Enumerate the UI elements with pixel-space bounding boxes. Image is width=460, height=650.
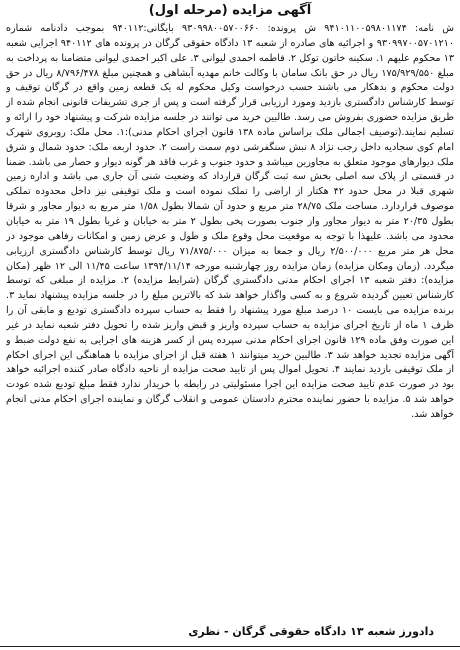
notice-title: آگهی مزایده (مرحله اول) (148, 3, 312, 18)
bottom-divider (0, 646, 460, 647)
notice-signature: دادورز شعبه ۱۳ دادگاه حقوقی گرگان - نظری (188, 625, 434, 638)
notice-body: ش نامه: ۹۴۱۰۱۱۰۰۵۹۸۰۱۱۷۴ ش پرونده: ۹۳۰۹۹۸۰۰۵۷۰۰۶۶۰ بایگانی:۹۴۰۱۱۲ بموجب دادنامه شماره ۹۳۰۹۹۷۰۰۵۷۰۱۲۱۰ و اجرائیه های صادره از شعبه ۱۳ دادگاه حقوقی گرگان در پرونده های ۹۴۰۱۱۲ اجرایی شعبه ۱۳ محکوم علیهم ۱. سکینه خاتون توکل ۲. فاطمه احمدی لیوانی ۳. علی اکبر احمدی لیوانی متضامنا به پرداخت به مبلغ ۱۷۵/۹۲۹/۵۵۰ ریال در حق بانک سامان با وکالت خانم مهدیه آبشاهی و همچنین مبلغ ۸/۷۹۶/۴۷۸ ریال در حق دولت محکوم و بدهکار می باشند حسب درخواست وکیل محکوم له یک قطعه زمین واقع در گرگان توقیف و توسط کارشناس دادگستری بازدید ومورد ارزیابی قرار گرفته است و پس از جری تشریفات قانونی انجام شده از طریق مزایده حضوری بفروش می رسد. طالبین خرید می توانند در جلسه مزایده شرکت و پیشنهاد خود را ارائه و تسلیم نمایند.(توصیف اجمالی ملک براساس ماده ۱۳۸ قانون اجرای احکام مدنی):۱. محل ملک: روبروی شهرک امام کوی سجادیه داخل رجب نژاد ۸ نبش سنگفرشی دوم سمت راست ۲. حدود اربعه ملک: حدود شمال و شرق ملک دیوارهای موجود متعلق به مجاورین میباشد و حدود جنوب و غرب فاقد هر گونه دیوار و حصار می باشد. ضمنا در قسمتی از پلاک سه اصلی بخش سه ثبت گرگان قرارداد که وضعیت شنی آن جاری می باشد و اداره زمین شهری قبلا در محل حدود ۴۲ هکتار از اراضی را تملک نموده است و ملک توقیفی نیز داخل محدوده تملکی موصوف قراردارد. مساحت ملک ۲۸/۷۵ متر مربع و حدود آن شمالا بطول ۱/۵۸ متر مربع به دیوار مجاور و شرقا بطول ۲۰/۳۵ متر به دیوار مجاور واز جنوب بصورت پخی بطول ۲ متر به خیابان و غربا بطول ۱۹ متر به خیابان محدود می باشد. علیهذا با توجه به موقعیت محل وقوع ملک و طول و عرض زمین و امکانات رفاهی موجود در محل هر متر مربع ۲/۵۰۰/۰۰۰ ریال و جمعا به میزان ۷۱/۸۷۵/۰۰۰ ریال توسط کارشناس دادگستری ارزیابی میگردد. (زمان ومکان مزایده) زمان مزایده روز چهارشنبه مورخه ۱۳۹۴/۱۱/۱۴ ساعت ۱۱/۴۵ الی ۱۲ ظهر (مکان مزایده): دفتر شعبه ۱۳ اجرای احکام مدنی دادگستری گرگان (شرایط مزایده) ۲. مزایده از مبلغی که توسط کارشناس تعیین گردیده شروع و به کسی واگذار خواهد شد که بالاترین مبلغ را در جلسه مزایده پیشنهاد نماید ۳. برنده مزایده می بایست ۱۰ درصد مبلغ مورد پیشنهاد را فقط به حساب سپرده دادگستری تودیع و مابقی آن را ظرف ۱ ماه از تاریخ اجرای مزایده به حساب سپرده واریز و قبض واریز شده را تحویل دفتر شعبه نماید در غیر این صورت وفق ماده ۱۲۹ قانون اجرای احکام مدنی سپرده پس از کسر هزینه های اجرایی به نفع دولت ضبط و آگهی مزایده تجدید خواهد شد ۳. طالبین خرید میتوانند ۱ هفته قبل از اجرای مزایده با هماهنگی این اجرای احکام از ملک توقیفی بازدید نمایند ۴. تحویل اموال پس از تایید صحت مزایده از ناحیه دادگاه صادر کننده اجرائیه خواهد بود در صورت عدم تایید صحت مزایده این اجرا مسئولیتی در رابطه با خریدار ندارد فقط مبلغ تودیع شده عودت خواهد شد ۵. مزایده با حضور نماینده محترم دادستان عمومی و انقلاب گرگان و نماینده اجرای احکام مدنی انجام خواهد شد. (6, 23, 454, 420)
